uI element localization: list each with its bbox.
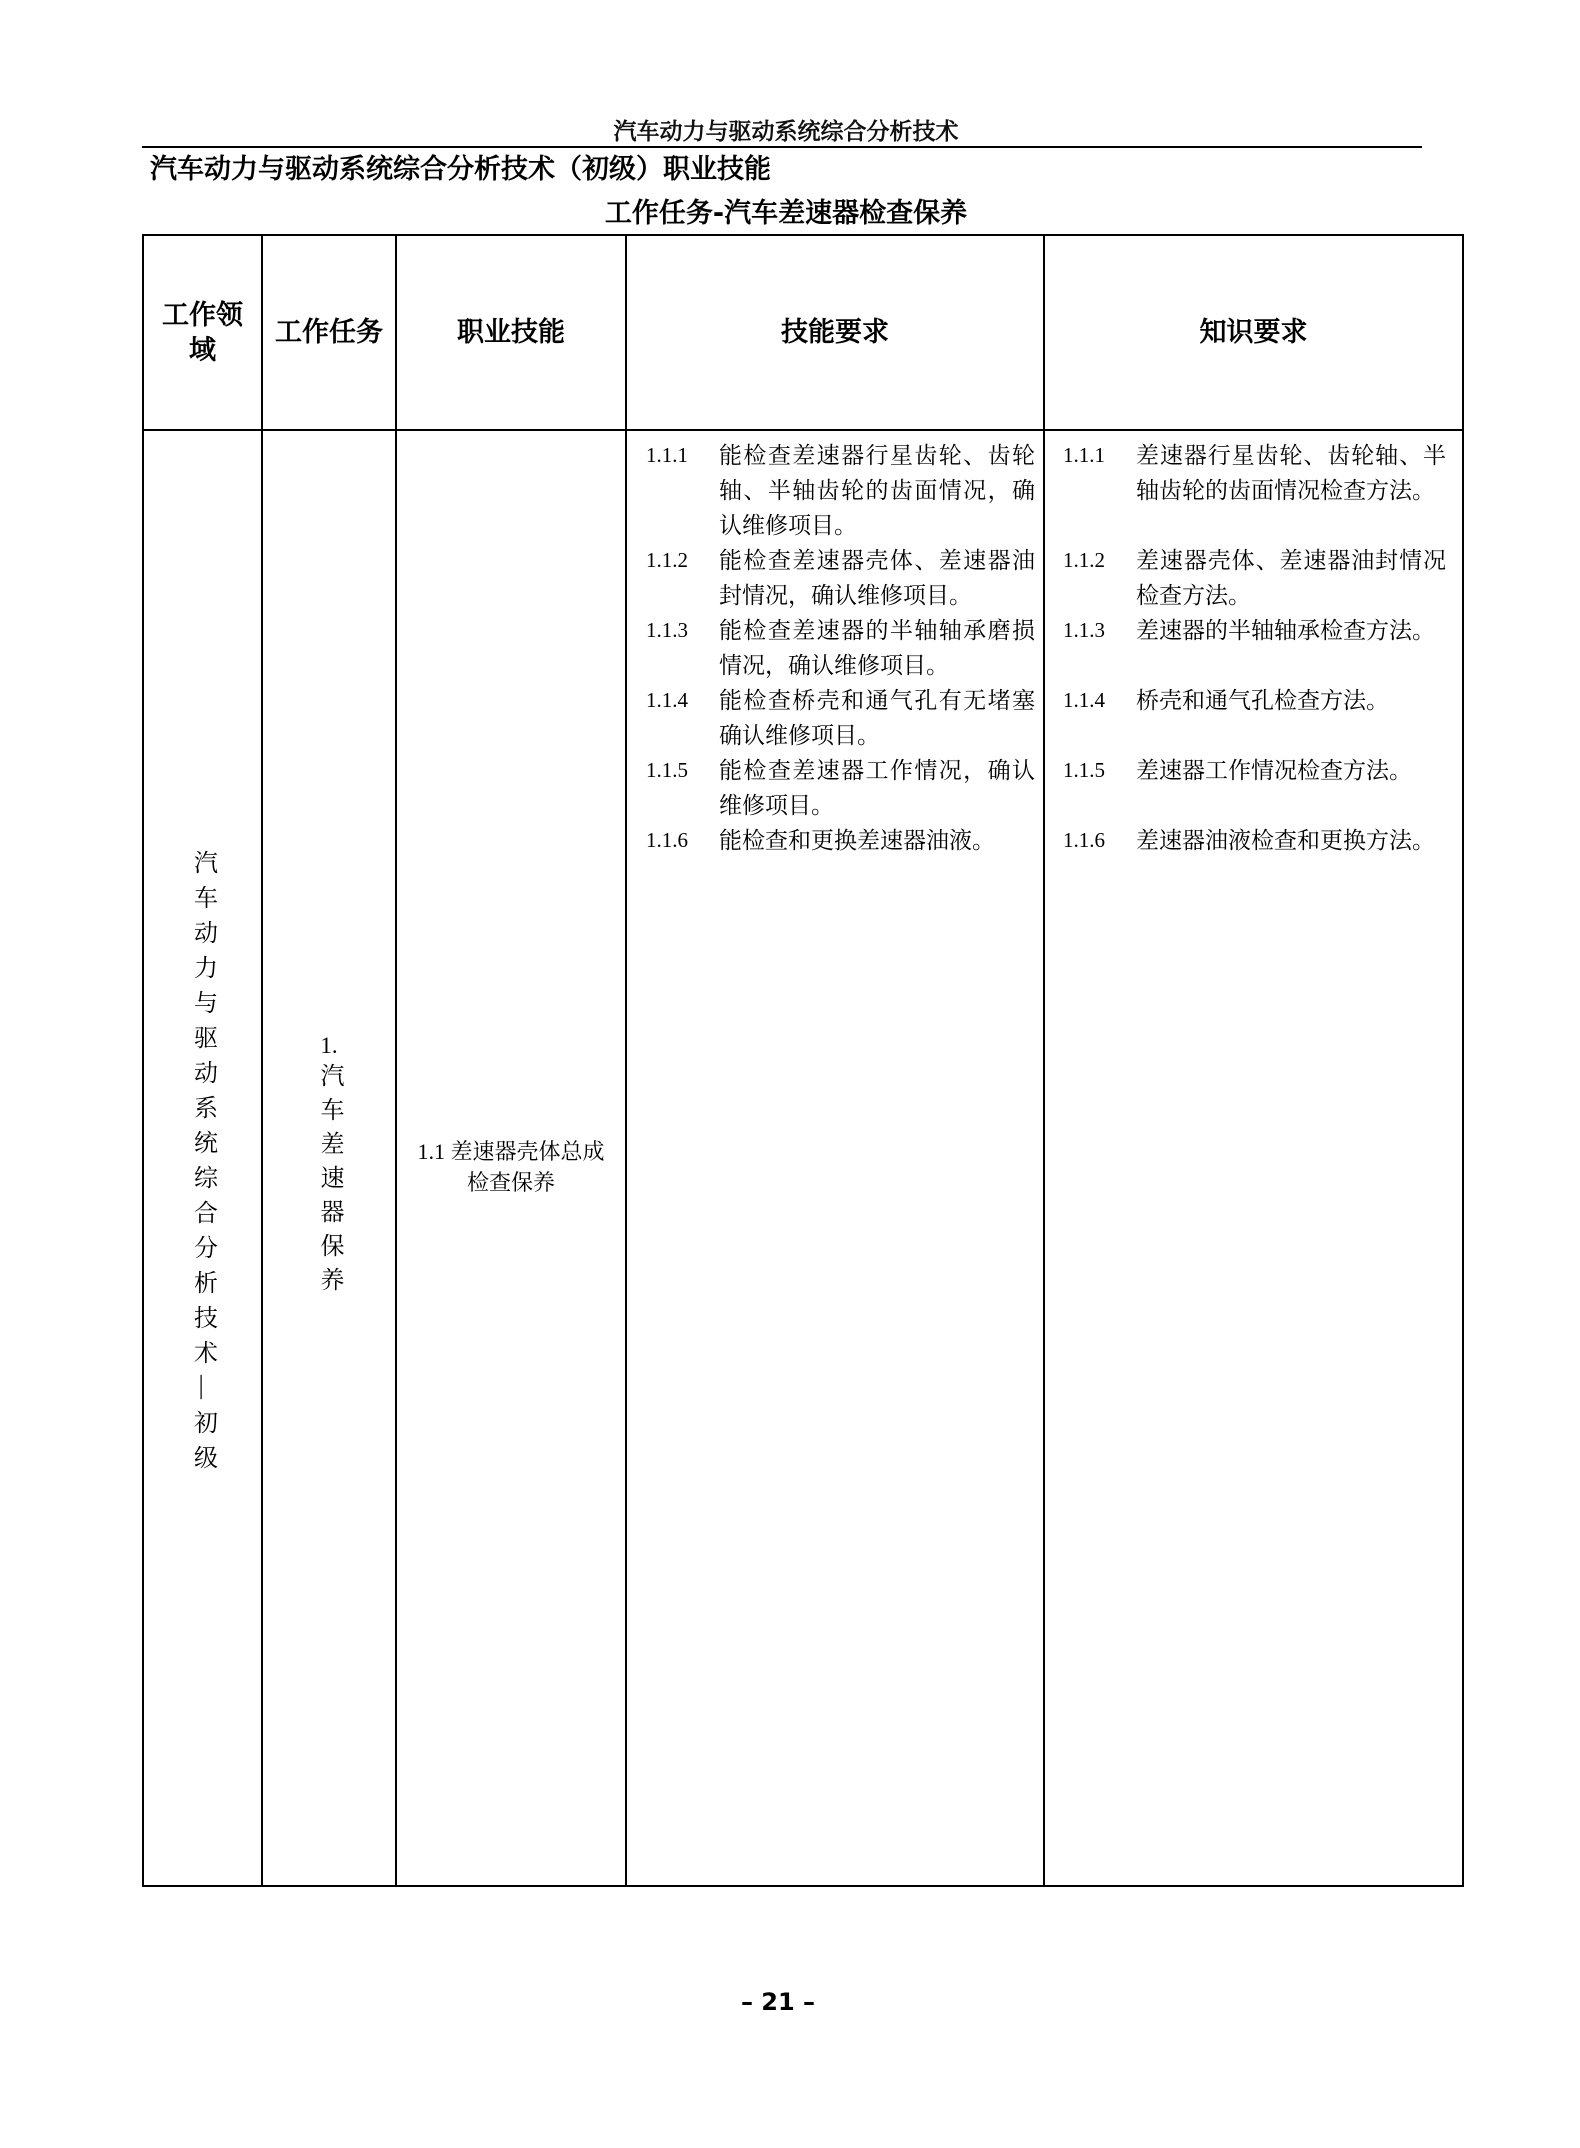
- skill-requirement-item: [646, 753, 1035, 823]
- skill-requirement-item: [646, 613, 1035, 683]
- knowledge-requirement-item: [1063, 753, 1446, 823]
- requirement-text: 差速器壳体、差速器油封情况检查方法。: [1136, 548, 1446, 608]
- skills-table: [142, 234, 1464, 1887]
- header-task: 工作任务: [262, 235, 396, 430]
- skill-requirement-item: [646, 543, 1035, 613]
- knowledge-requirements-cell: [1044, 430, 1463, 1886]
- header-skill-requirements: 技能要求: [626, 235, 1044, 430]
- knowledge-requirement-item: [1063, 823, 1446, 858]
- header-rule: [142, 146, 1422, 148]
- requirement-text: 能检查差速器的半轴轴承磨损情况，确认维修项目。: [719, 618, 1035, 678]
- page-subtitle: 工作任务-汽车差速器检查保养: [604, 198, 968, 229]
- requirement-number: 1.1.6: [1063, 828, 1105, 852]
- task-name: 汽车差速器保养: [316, 1062, 342, 1301]
- task-cell: [262, 430, 396, 1886]
- requirement-text: 差速器行星齿轮、齿轮轴、半轴齿轮的齿面情况检查方法。: [1136, 443, 1446, 503]
- requirement-number: 1.1.5: [1063, 758, 1105, 782]
- requirement-text: 差速器油液检查和更换方法。: [1136, 828, 1435, 853]
- knowledge-requirement-item: [1063, 543, 1446, 613]
- requirement-number: 1.1.1: [646, 443, 688, 467]
- requirement-number: 1.1.3: [646, 618, 688, 642]
- skill-cell: [396, 430, 626, 1886]
- requirement-number: 1.1.2: [1063, 548, 1105, 572]
- requirement-text: 能检查差速器壳体、差速器油封情况，确认维修项目。: [719, 548, 1035, 608]
- requirement-number: 1.1.1: [1063, 443, 1105, 467]
- knowledge-requirement-item: [1063, 613, 1446, 683]
- skill-requirement-item: [646, 683, 1035, 753]
- header-knowledge-requirements: 知识要求: [1044, 235, 1463, 430]
- requirement-text: 差速器的半轴轴承检查方法。: [1136, 618, 1435, 643]
- header-domain: 工作领域: [143, 235, 262, 430]
- requirement-text: 桥壳和通气孔检查方法。: [1136, 688, 1389, 713]
- running-header: 汽车动力与驱动系统综合分析技术: [613, 119, 959, 145]
- knowledge-requirement-item: [1063, 683, 1446, 753]
- requirement-number: 1.1.4: [1063, 688, 1105, 712]
- requirement-text: 能检查和更换差速器油液。: [719, 828, 995, 853]
- skill-requirements-cell: [626, 430, 1044, 1886]
- requirement-number: 1.1.6: [646, 828, 688, 852]
- knowledge-requirement-item: [1063, 438, 1446, 543]
- table-row: [143, 430, 1463, 1886]
- requirement-text: 能检查差速器行星齿轮、齿轮轴、半轴齿轮的齿面情况，确认维修项目。: [719, 443, 1035, 538]
- requirement-number: 1.1.5: [646, 758, 688, 782]
- header-skill: 职业技能: [396, 235, 626, 430]
- task-number: 1.: [320, 1032, 338, 1058]
- skill-requirement-item: [646, 438, 1035, 543]
- skill-requirement-item: [646, 823, 1035, 858]
- page-number: – 21 –: [740, 1988, 816, 2016]
- requirement-text: 能检查桥壳和通气孔有无堵塞确认维修项目。: [719, 688, 1035, 748]
- requirement-text: 能检查差速器工作情况，确认维修项目。: [719, 758, 1035, 818]
- domain-text: 汽车动力与驱动系统综合分析技术—初级: [189, 849, 216, 1480]
- domain-cell: [143, 430, 262, 1886]
- requirement-text: 差速器工作情况检查方法。: [1136, 758, 1412, 783]
- page-title: 汽车动力与驱动系统综合分析技术（初级）职业技能: [150, 154, 771, 185]
- header-row: [143, 235, 1463, 430]
- skill-name: 1.1 差速器壳体总成检查保养: [417, 1139, 605, 1195]
- requirement-number: 1.1.4: [646, 688, 688, 712]
- requirement-number: 1.1.3: [1063, 618, 1105, 642]
- requirement-number: 1.1.2: [646, 548, 688, 572]
